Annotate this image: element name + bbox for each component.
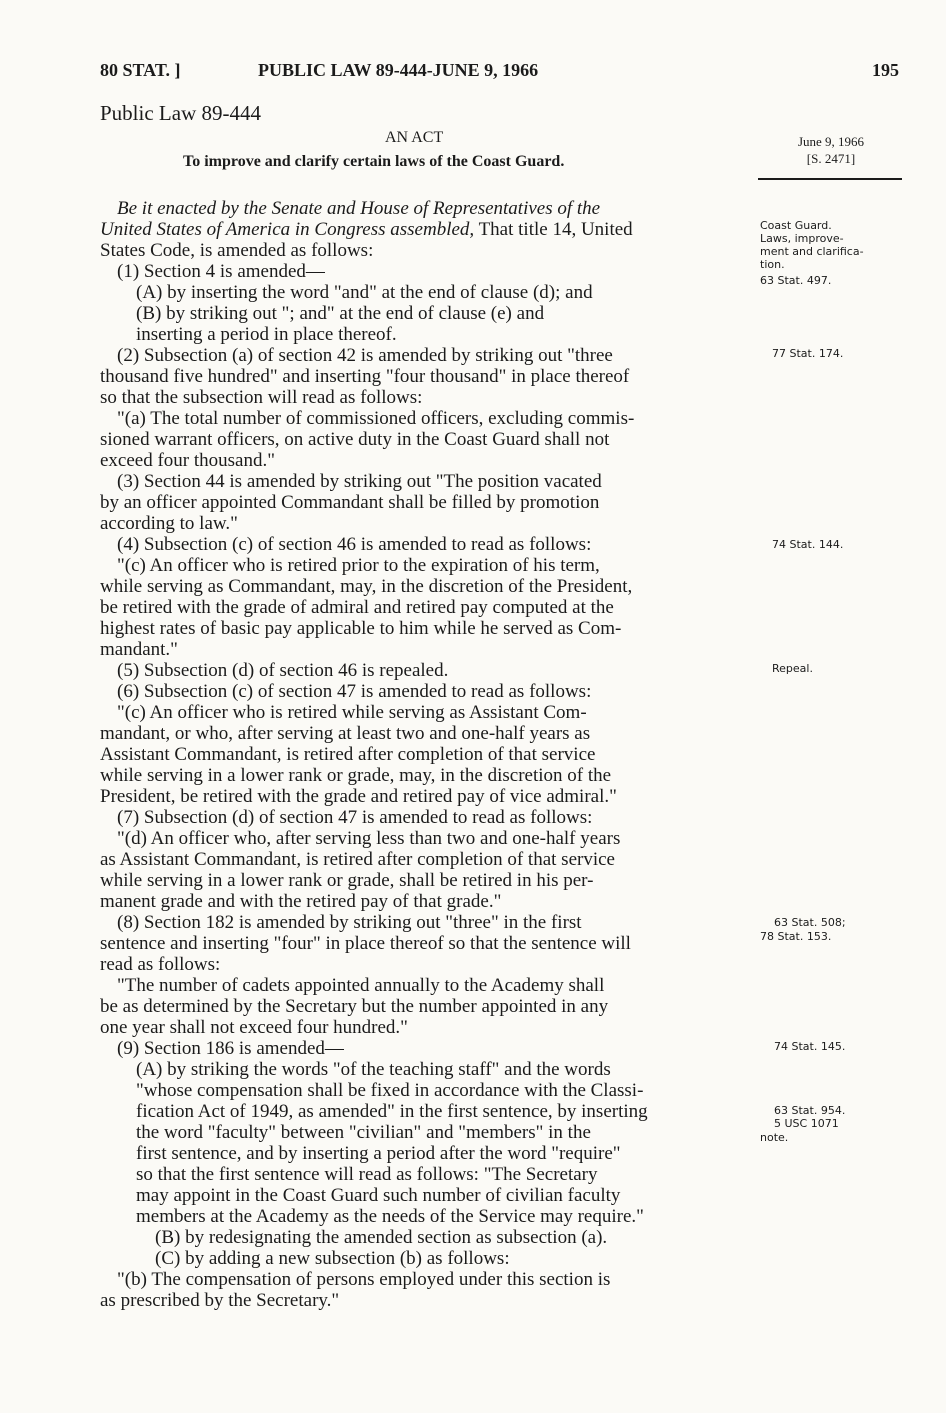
text-line: sioned warrant officers, on active duty in the Coast Guard shall not	[100, 429, 610, 450]
text-line: "The number of cadets appointed annually to the Academy shall	[117, 975, 605, 996]
act-label: AN ACT	[385, 129, 444, 146]
text-line: so that the first sentence will read as follows: "The Secretary	[136, 1164, 598, 1185]
text-line: (6) Subsection (c) of section 47 is amended to read as follows:	[117, 681, 592, 702]
text-line: "whose compensation shall be fixed in accordance with the Classi-	[136, 1080, 644, 1101]
text-line: Be it enacted by the Senate and House of Representatives of the	[117, 198, 601, 219]
margin-ref: 77 Stat. 174.	[772, 347, 844, 360]
text-line: one year shall not exceed four hundred."	[100, 1017, 408, 1038]
text-line: exceed four thousand."	[100, 450, 275, 471]
text-line: may appoint in the Coast Guard such number of civilian faculty	[136, 1185, 621, 1206]
text-line: (B) by striking out "; and" at the end of clause (e) and	[136, 303, 545, 324]
text-line: "(c) An officer who is retired prior to the expiration of his term,	[117, 555, 600, 576]
page-header-title: PUBLIC LAW 89-444-JUNE 9, 1966	[258, 60, 539, 80]
text-line: be retired with the grade of admiral and retired pay computed at the	[100, 597, 614, 618]
enacting-clause-tail: That title 14, United	[474, 219, 633, 240]
margin-ref: 5 USC 1071	[774, 1117, 839, 1130]
text-line: as prescribed by the Secretary."	[100, 1290, 340, 1311]
text-line: States Code, is amended as follows:	[100, 240, 374, 261]
text-line: (8) Section 182 is amended by striking out "three" in the first	[117, 912, 582, 933]
margin-subject-line: tion.	[760, 258, 785, 271]
text-line: be as determined by the Secretary but the number appointed in any	[100, 996, 609, 1017]
act-purpose: To improve and clarify certain laws of the Coast Guard.	[183, 153, 565, 170]
text-line: so that the subsection will read as follows:	[100, 387, 423, 408]
page-number: 195	[872, 60, 899, 80]
text-line: inserting a period in place thereof.	[136, 324, 397, 345]
text-line: "(c) An officer who is retired while serving as Assistant Com-	[117, 702, 587, 723]
text-line: first sentence, and by inserting a period after the word "require"	[136, 1143, 621, 1164]
text-line: (A) by inserting the word "and" at the end of clause (d); and	[136, 282, 593, 303]
margin-subject	[760, 219, 944, 271]
page-header-stat-ref: 80 STAT. ]	[100, 60, 181, 80]
margin-ref: 63 Stat. 497.	[760, 274, 832, 287]
margin-ref: 63 Stat. 508;	[774, 916, 846, 929]
text-line: (4) Subsection (c) of section 46 is amended to read as follows:	[117, 534, 592, 555]
text-line: Assistant Commandant, is retired after completion of that service	[100, 744, 596, 765]
margin-ref: note.	[760, 1131, 789, 1144]
text-line: members at the Academy as the needs of the Service may require."	[136, 1206, 644, 1227]
enacting-clause: United States of America in Congress assembled,	[100, 219, 475, 240]
text-line: (B) by redesignating the amended section as subsection (a).	[155, 1227, 608, 1248]
margin-repeal: Repeal.	[772, 662, 813, 675]
margin-ref: 74 Stat. 144.	[772, 538, 844, 551]
date-block-bill: [S. 2471]	[806, 151, 856, 166]
text-line	[100, 219, 633, 240]
text-line: (A) by striking the words "of the teaching staff" and the words	[136, 1059, 611, 1080]
text-line: while serving in a lower rank or grade, shall be retired in his per-	[100, 870, 594, 891]
text-line: thousand five hundred" and inserting "four thousand" in place thereof	[100, 366, 630, 387]
text-line: mandant."	[100, 639, 178, 660]
text-line: sentence and inserting "four" in place thereof so that the sentence will	[100, 933, 631, 954]
margin-ref: 78 Stat. 153.	[760, 930, 832, 943]
text-line: (2) Subsection (a) of section 42 is amended by striking out "three	[117, 345, 613, 366]
margin-subject-line: Laws, improve-	[760, 232, 844, 245]
text-line: (5) Subsection (d) of section 46 is repealed.	[117, 660, 449, 681]
law-title: Public Law 89-444	[100, 101, 261, 125]
text-line: "(d) An officer who, after serving less than two and one-half years	[117, 828, 621, 849]
date-rule	[758, 178, 902, 180]
text-line: "(a) The total number of commissioned officers, excluding commis-	[117, 408, 635, 429]
margin-subject-line: ment and clarifica-	[760, 245, 864, 258]
text-line: "(b) The compensation of persons employed under this section is	[117, 1269, 611, 1290]
text-line: read as follows:	[100, 954, 221, 975]
margin-ref: 74 Stat. 145.	[774, 1040, 846, 1053]
text-line: highest rates of basic pay applicable to him while he served as Com-	[100, 618, 622, 639]
text-line: according to law."	[100, 513, 238, 534]
text-line: President, be retired with the grade and retired pay of vice admiral."	[100, 786, 617, 807]
text-line: fication Act of 1949, as amended" in the first sentence, by inserting	[136, 1101, 648, 1122]
text-line: manent grade and with the retired pay of that grade."	[100, 891, 502, 912]
date-block-date: June 9, 1966	[797, 134, 865, 149]
text-line: while serving as Commandant, may, in the discretion of the President,	[100, 576, 633, 597]
text-line: (7) Subsection (d) of section 47 is amended to read as follows:	[117, 807, 593, 828]
text-line: while serving in a lower rank or grade, may, in the discretion of the	[100, 765, 612, 786]
margin-subject-line: Coast Guard.	[760, 219, 832, 232]
text-line: (3) Section 44 is amended by striking out "The position vacated	[117, 471, 602, 492]
margin-ref: 63 Stat. 954.	[774, 1104, 846, 1117]
text-line: (1) Section 4 is amended—	[117, 261, 325, 282]
text-line: the word "faculty" between "civilian" and "members" in the	[136, 1122, 591, 1143]
text-line: (9) Section 186 is amended—	[117, 1038, 344, 1059]
text-line: by an officer appointed Commandant shall be filled by promotion	[100, 492, 600, 513]
text-line: (C) by adding a new subsection (b) as follows:	[155, 1248, 510, 1269]
text-line: mandant, or who, after serving at least two and one-half years as	[100, 723, 591, 744]
text-line: as Assistant Commandant, is retired after completion of that service	[100, 849, 615, 870]
